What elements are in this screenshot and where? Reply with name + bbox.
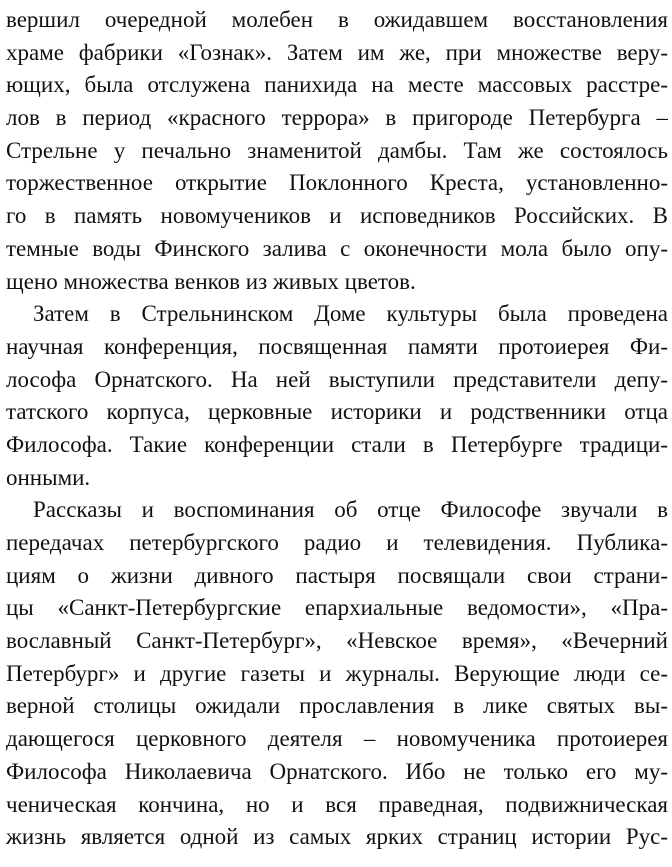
- text-line: передачах петербургского радио и телевидения. Публика-: [6, 530, 668, 555]
- text-line: жизнь является одной из самых ярких страниц истории Рус-: [6, 824, 668, 850]
- text-line: Стрельне у печально знаменитой дамбы. Там же состоялось: [6, 137, 668, 163]
- paragraph-2: [6, 298, 668, 494]
- text-line: лософа Орнатского. На ней выступили представители депу-: [6, 366, 668, 392]
- text-line: вославный Санкт-Петербург», «Невское время», «Вечерний: [6, 628, 668, 654]
- text-line: го в память новомучеников и исповедников Российских. В: [6, 203, 668, 229]
- paragraph-3: [6, 494, 668, 854]
- text-line: онными.: [6, 464, 91, 490]
- text-line: научная конференция, посвященная памяти протоиерея Фи-: [6, 333, 668, 359]
- text-line: татского корпуса, церковные историки и родственники отца: [6, 399, 668, 425]
- text-line: циям о жизни дивного пастыря посвящали свои страни-: [6, 562, 668, 588]
- text-line: верной столицы ожидали прославления в лике святых вы-: [6, 693, 668, 719]
- text-line: Рассказы и воспоминания об отце Философе звучали в: [33, 497, 668, 523]
- text-line: торжественное открытие Поклонного Креста, установленно-: [6, 170, 668, 196]
- text-line: ченическая кончина, но и вся праведная, подвижническая: [6, 791, 668, 817]
- paragraph-1: [6, 4, 668, 298]
- text-line: Затем в Стрельнинском Доме культуры была проведена: [33, 301, 668, 327]
- text-line: Философа Николаевича Орнатского. Ибо не только его му-: [6, 758, 668, 784]
- text-line: цы «Санкт-Петербургские епархиальные ведомости», «Пра-: [6, 595, 668, 621]
- text-line: храме фабрики «Гознак». Затем им же, при множестве веру-: [6, 39, 668, 65]
- text-line: Философа. Такие конференции стали в Петербурге традици-: [6, 431, 668, 457]
- text-line: лов в период «красного террора» в пригороде Петербурга –: [6, 105, 668, 131]
- text-line: Петербург» и другие газеты и журналы. Верующие люди се-: [6, 660, 668, 686]
- text-line: ющих, была отслужена панихида на месте массовых расстре-: [6, 72, 668, 98]
- text-line: темные воды Финского залива с оконечности мола было опу-: [6, 235, 668, 261]
- text-line: щено множества венков из живых цветов.: [6, 268, 416, 294]
- text-line: дающегося церковного деятеля – новомученика протоиерея: [6, 726, 668, 752]
- text-line: вершил очередной молебен в ожидавшем восстановления: [6, 7, 668, 32]
